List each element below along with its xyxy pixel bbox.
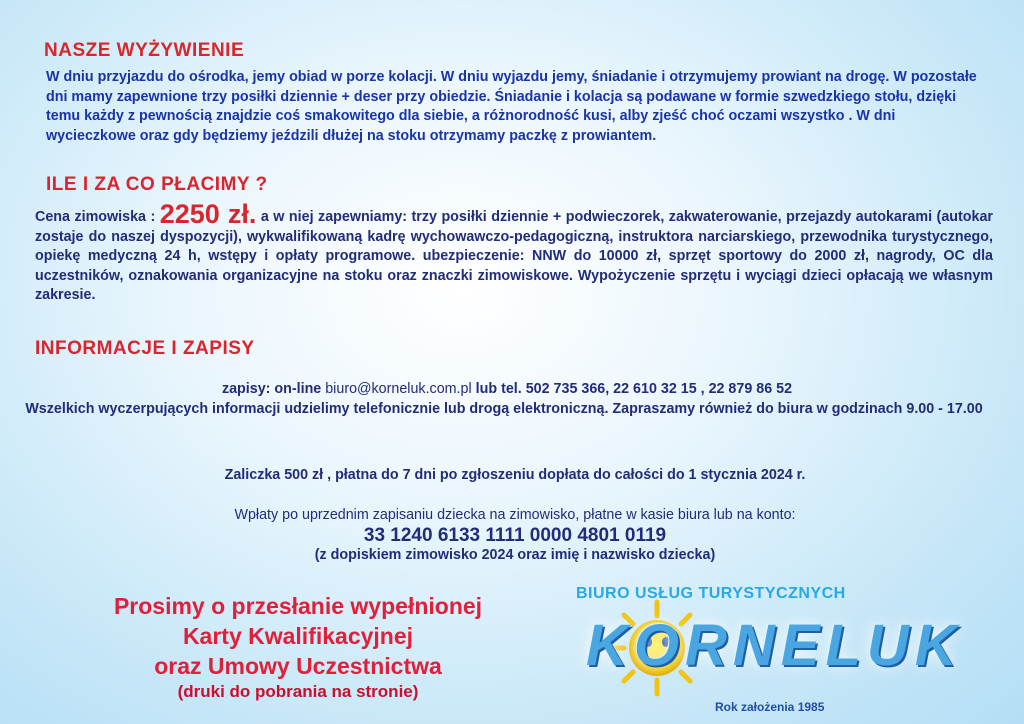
callout-line2: Karty Kwalifikacyjnej [182,623,414,649]
account-number: 33 1240 6133 1111 0000 4801 0119 [363,525,667,546]
logo-word: KORNELUK [586,613,963,678]
price-text: a w niej zapewniamy: trzy posiłki dziennie + podwieczorek, zakwaterowanie, przejazdy autokarami (autokar zostaje do naszej dyspozycji), wykwalifikowaną kadrę wychowawczo-pedagogiczną, instruktora narciarskiego, przewodnika turystycznego, opiekę medyczną 24 h, wstępy i opłaty programowe. ubezpieczenie: NNW do 10000 zł, sprzęt sportowy do 2000 zł, nagrody, OC dla uczestników, oznakowania organizacyjne na stoku oraz znaczki zimowiskowe. Wypożyczenie sprzętu i wyciągi dzieci opłacają we własnym zakresie. [35,209,993,303]
founded-year: Rok założenia 1985 [715,700,825,714]
logo-top-text: BIURO USŁUG TURYSTYCZNYCH [576,585,846,602]
account-note: (z dopiskiem zimowisko 2024 oraz imię i nazwisko dziecka) [314,547,716,563]
info-text: Wszelkich wyczerpujących informacji udzielimy telefonicznie lub drogą elektroniczną. Zapraszamy również do biura w godzinach 9.00 - 17.00 [25,401,983,417]
payment-info: Wpłaty po uprzednim zapisaniu dziecka na zimowisko, płatne w kasie biura lub na konto: [234,507,796,523]
price-label: Cena zimowiska : [35,209,156,225]
food-text: W dniu przyjazdu do ośrodka, jemy obiad w porze kolacji. W dniu wyjazdu jemy, śniadanie i otrzymujemy prowiant na drogę. W pozostałe dni mamy zapewnione trzy posiłki dziennie + deser przy obiedzie. Śniadanie i kolacja są podawane w formie szwedzkiego stołu, dzięki temu każdy z pewnością znajdzie coś smakowitego dla siebie, a różnorodność kusi, alby zjeść choć oczami wszystko . W dni wycieczkowe oraz gdy będziemy jeździli dłużej na stoku otrzymamy paczkę z prowiantem. [46,69,977,144]
price-paragraph [35,199,993,306]
contact-line [0,380,1014,400]
contact-label: zapisy: on-line [221,381,322,397]
email-link[interactable]: biuro@korneluk.com.pl [325,381,472,397]
phone-label: lub tel. [475,381,522,397]
callout-line1: Prosimy o przesłanie wypełnionej [113,593,483,619]
heading-food: NASZE WYŻYWIENIE [44,40,245,61]
korneluk-logo [586,598,963,698]
price-value: 2250 zł. [159,199,257,229]
heading-info: INFORMACJE I ZAPISY [35,338,255,359]
deposit-text: Zaliczka 500 zł , płatna do 7 dni po zgłoszeniu dopłata do całości do 1 stycznia 2024 r. [224,467,806,483]
phone-numbers: 502 735 366, 22 610 32 15 , 22 879 86 52 [525,381,793,397]
callout-sub: (druki do pobrania na stronie) [177,682,419,701]
heading-price: ILE I ZA CO PŁACIMY ? [46,174,268,195]
callout-line3: oraz Umowy Uczestnictwa [154,653,442,679]
